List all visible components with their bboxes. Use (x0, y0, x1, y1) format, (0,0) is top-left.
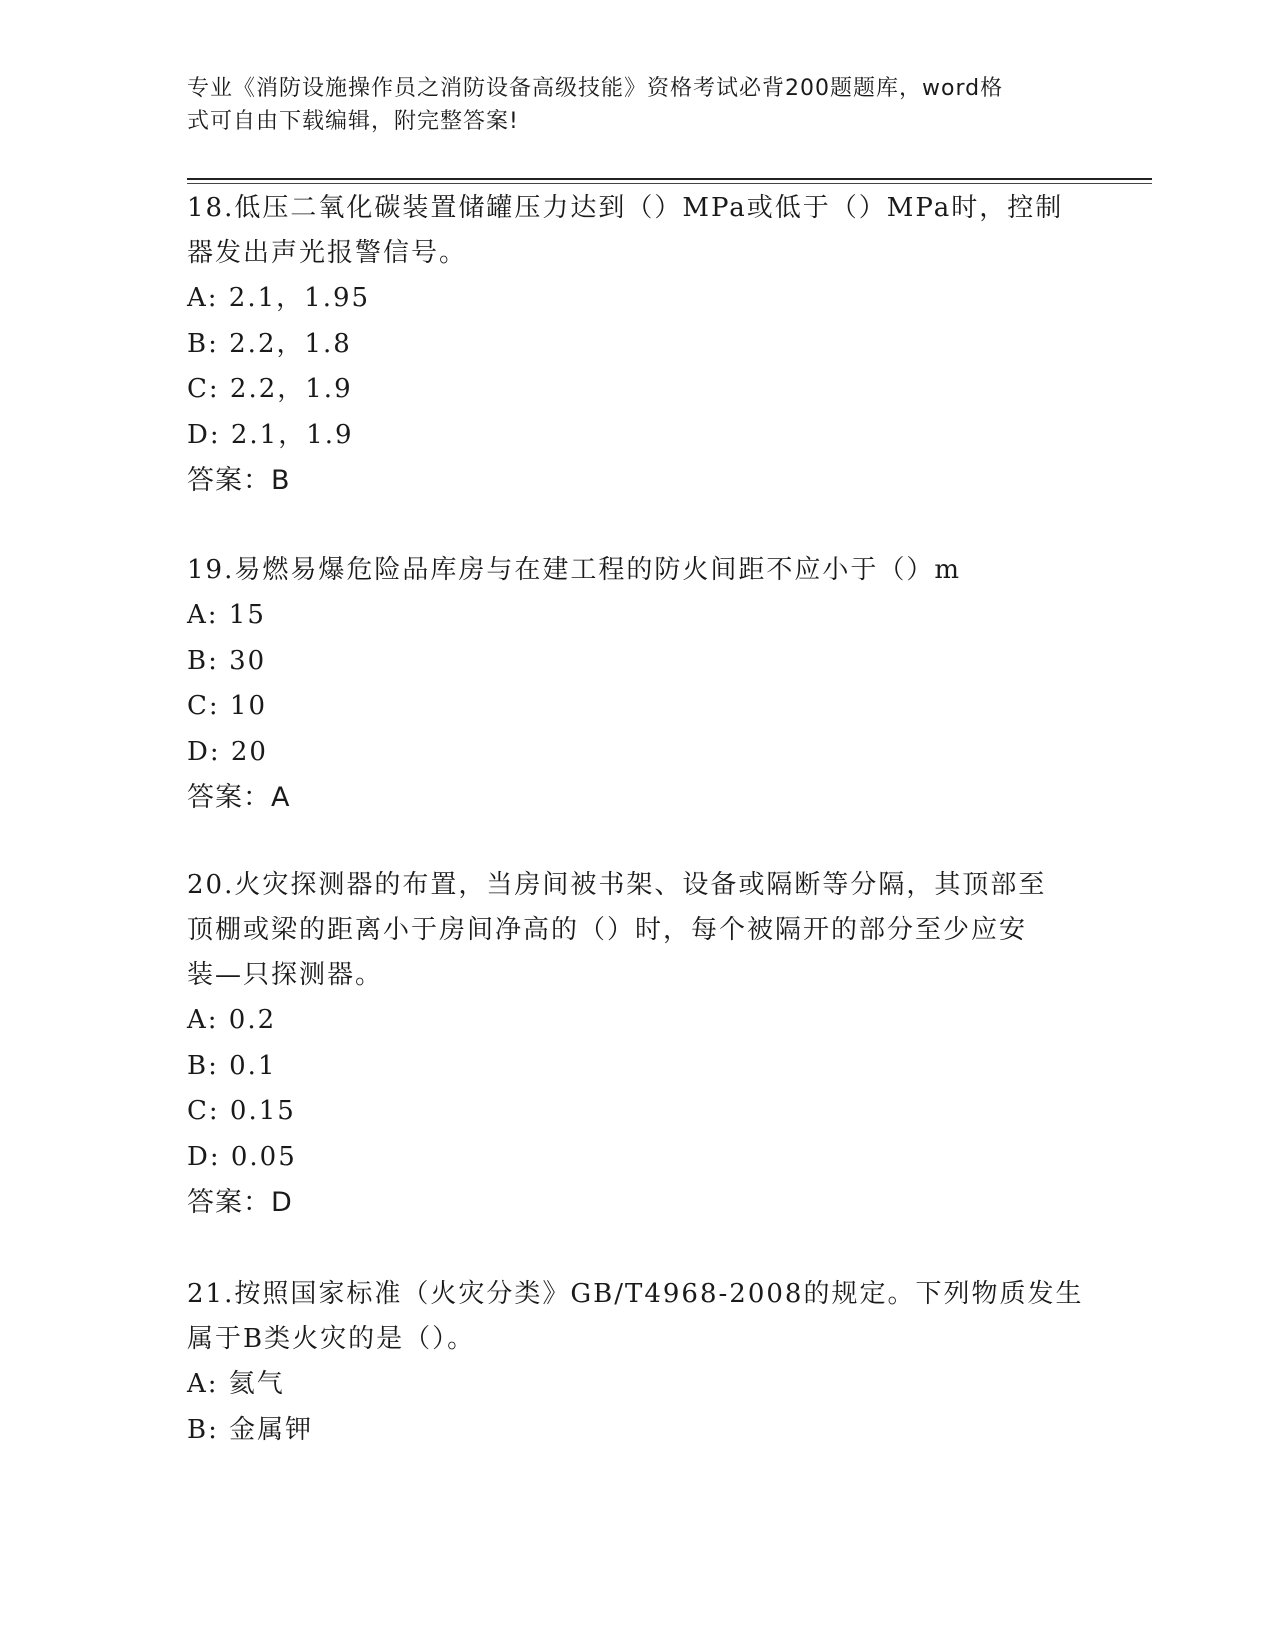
question-stem-line: 装—只探测器。 (187, 960, 384, 990)
question-19 (187, 548, 1087, 820)
option-a: A: 15 (187, 600, 266, 630)
question-stem-line: 器发出声光报警信号。 (187, 238, 468, 268)
answer-label: 答案：D (187, 1187, 293, 1218)
question-18 (187, 186, 1087, 503)
answer-label: 答案：B (187, 465, 291, 496)
option-a: A: 0.2 (187, 1005, 277, 1035)
option-a: A: 氦气 (187, 1369, 285, 1399)
option-c: C: 0.15 (187, 1096, 296, 1126)
option-b: B: 2.2，1.8 (187, 328, 352, 359)
question-20 (187, 863, 1087, 1225)
option-d: D: 20 (187, 736, 268, 767)
question-stem-line: 21.按照国家标准（火灾分类》GB/T4968-2008的规定。下列物质发生 (187, 1279, 1084, 1309)
option-b: B: 30 (187, 645, 267, 676)
document-header (187, 72, 1067, 138)
header-line-1: 专业《消防设施操作员之消防设备高级技能》资格考试必背200题题库，word格 (187, 76, 1004, 101)
header-divider-thick (187, 178, 1152, 180)
option-b: B: 金属钾 (187, 1414, 314, 1445)
option-b: B: 0.1 (187, 1050, 277, 1081)
option-c: C: 10 (187, 691, 268, 721)
question-stem-line: 18.低压二氧化碳装置储罐压力达到（）MPa或低于（）MPa时，控制 (187, 193, 1064, 223)
option-a: A: 2.1，1.95 (187, 283, 371, 313)
option-d: D: 0.05 (187, 1141, 297, 1172)
option-c: C: 2.2，1.9 (187, 374, 353, 404)
answer-label: 答案：A (187, 782, 291, 813)
question-stem-line: 属于B类火灾的是（）。 (187, 1324, 476, 1354)
option-d: D: 2.1，1.9 (187, 419, 354, 450)
question-stem-line: 20.火灾探测器的布置，当房间被书架、设备或隔断等分隔，其顶部至 (187, 870, 1047, 900)
header-divider-thin (187, 183, 1152, 184)
question-21 (187, 1272, 1087, 1453)
header-line-2: 式可自由下载编辑，附完整答案! (187, 109, 519, 134)
question-stem-line: 19.易燃易爆危险品库房与在建工程的防火间距不应小于（）m (187, 555, 962, 585)
question-stem-line: 顶棚或梁的距离小于房间净高的（）时，每个被隔开的部分至少应安 (187, 915, 1028, 945)
